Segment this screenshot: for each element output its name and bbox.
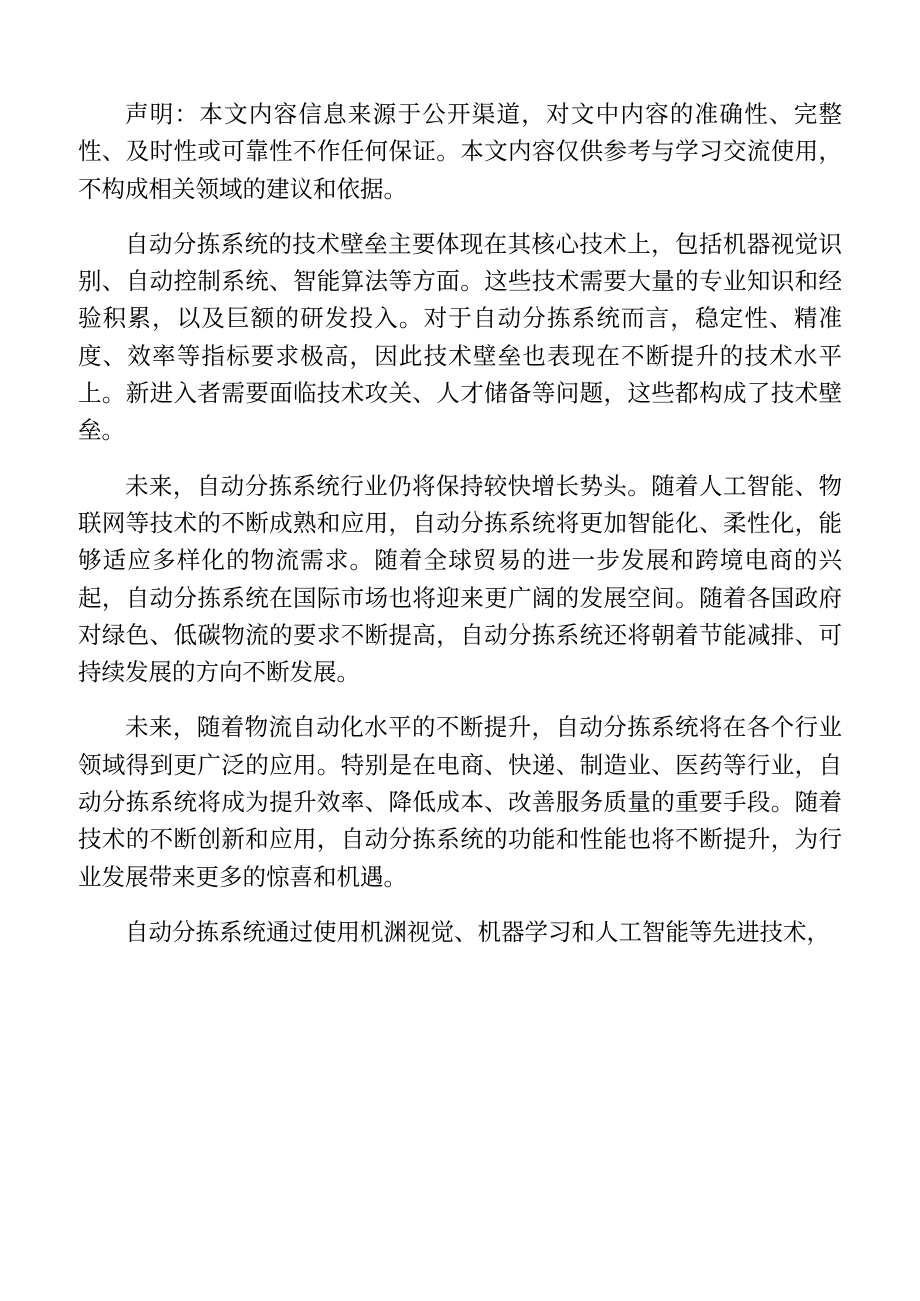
future-application-paragraph: 未来，随着物流自动化水平的不断提升，自动分拣系统将在各个行业领域得到更广泛的应用。特别是在电商、快递、制造业、医药等行业，自动分拣系统将成为提升效率、降低成本、改善服务质量的重要手段。随着技术的不断创新和应用，自动分拣系统的功能和性能也将不断提升，为行业发展带来更多的惊喜和机遇。 bbox=[78, 713, 842, 891]
future-growth-paragraph: 未来，自动分拣系统行业仍将保持较快增长势头。随着人工智能、物联网等技术的不断成熟和应用，自动分拣系统将更加智能化、柔性化，能够适应多样化的物流需求。随着全球贸易的进一步发展和跨境电商的兴起，自动分拣系统在国际市场也将迎来更广阔的发展空间。随着各国政府对绿色、低碳物流的要求不断提高，自动分拣系统还将朝着节能减排、可持续发展的方向不断发展。 bbox=[78, 471, 842, 687]
disclaimer-paragraph: 声明：本文内容信息来源于公开渠道，对文中内容的准确性、完整性、及时性或可靠性不作任何保证。本文内容仅供参考与学习交流使用，不构成相关领域的建议和依据。 bbox=[78, 100, 842, 203]
technical-barrier-paragraph: 自动分拣系统的技术壁垒主要体现在其核心技术上，包括机器视觉识别、自动控制系统、智能算法等方面。这些技术需要大量的专业知识和经验积累，以及巨额的研发投入。对于自动分拣系统而言，稳定性、精准度、效率等指标要求极高，因此技术壁垒也表现在不断提升的技术水平上。新进入者需要面临技术攻关、人才储备等问题，这些都构成了技术壁垒。 bbox=[78, 229, 842, 445]
technology-paragraph: 自动分拣系统通过使用机渊视觉、机器学习和人工智能等先进技术， bbox=[125, 917, 830, 946]
document-body bbox=[78, 96, 842, 969]
